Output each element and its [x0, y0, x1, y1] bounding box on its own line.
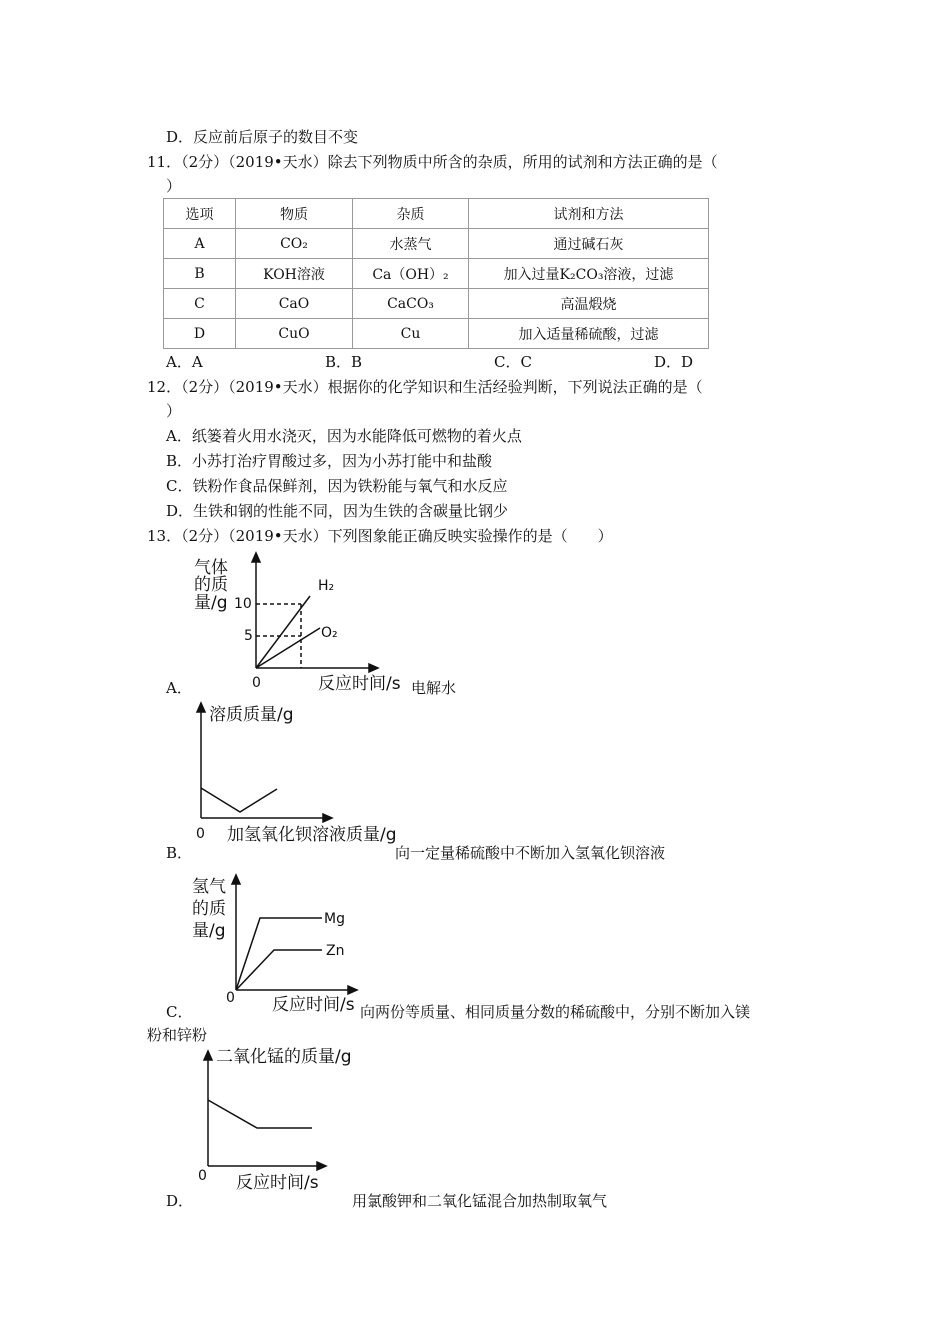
q13-stem: 13．（2分）（2019•天水）下列图象能正确反映实验操作的是（ ）: [147, 527, 613, 545]
table-cell: A: [164, 229, 236, 259]
q13-d-letter: D．: [166, 1192, 194, 1210]
q11-stem-end: ）: [166, 177, 182, 195]
q11-answer-a: A．A: [166, 353, 203, 371]
graph-c-line-mg: [236, 918, 322, 990]
q12-option-a: A．纸篓着火用水浇灭，因为水能降低可燃物的着火点: [166, 427, 522, 445]
q13-c-caption-2: 粉和锌粉: [147, 1026, 208, 1044]
graph-b-origin: 0: [196, 826, 205, 842]
table-cell: CaCO₃: [353, 289, 469, 319]
table-cell: 高温煅烧: [469, 289, 709, 319]
graph-a-xlabel: 反应时间/s: [318, 674, 401, 694]
header-cell: 杂质: [353, 199, 469, 229]
graph-c-label-zn: Zn: [326, 943, 345, 959]
q13-c-letter: C．: [166, 1003, 193, 1021]
graph-d-x-arrow: [317, 1162, 326, 1170]
graph-a-line-o2: [256, 628, 320, 668]
q13-c-caption-1: 向两份等质量、相同质量分数的稀硫酸中，分别不断加入镁: [360, 1003, 751, 1021]
graph-c-line-zn: [236, 950, 322, 990]
q11-answer-c: C．C: [494, 353, 532, 371]
graph-b-xlabel: 加氢氧化钡溶液质量/g: [227, 825, 397, 845]
graph-d-line: [208, 1100, 312, 1128]
q13-a-caption: 电解水: [411, 679, 457, 697]
graph-c-ylabel-3: 量/g: [192, 921, 226, 941]
table-cell: Ca（OH）₂: [353, 259, 469, 289]
graph-a-line-h2: [256, 596, 310, 668]
graph-a-tick-5: 5: [244, 628, 253, 644]
table-cell: CO₂: [236, 229, 353, 259]
q12-stem: 12．（2分）（2019•天水）根据你的化学知识和生活经验判断，下列说法正确的是（: [147, 378, 703, 396]
graph-c-y-arrow: [232, 875, 240, 884]
graph-a-origin: 0: [252, 675, 261, 691]
q10-option-d: D．反应前后原子的数目不变: [166, 128, 359, 146]
header-cell: 试剂和方法: [469, 199, 709, 229]
header-cell: 选项: [164, 199, 236, 229]
table-cell: 加入适量稀硫酸，过滤: [469, 319, 709, 349]
graph-a-ylabel-2: 的质: [194, 575, 228, 595]
graph-d-y-arrow: [204, 1051, 212, 1060]
graph-a-ylabel-1: 气体: [194, 558, 228, 578]
q12-stem-end: ）: [166, 402, 182, 420]
graph-a-y-arrow: [252, 553, 260, 562]
table-cell: B: [164, 259, 236, 289]
graph-c-xlabel: 反应时间/s: [272, 995, 355, 1015]
graph-a-label-o2: O₂: [321, 625, 338, 641]
q13-d-caption: 用氯酸钾和二氧化锰混合加热制取氧气: [352, 1192, 608, 1210]
table-cell: CuO: [236, 319, 353, 349]
graph-b-y-arrow: [197, 703, 205, 712]
q12-option-d: D．生铁和钢的性能不同，因为生铁的含碳量比钢少: [166, 502, 509, 520]
header-cell: 物质: [236, 199, 353, 229]
graph-a-x-arrow: [369, 664, 378, 672]
q11-stem: 11．（2分）（2019•天水）除去下列物质中所含的杂质，所用的试剂和方法正确的是（: [147, 153, 718, 171]
graph-c-x-arrow: [348, 986, 357, 994]
graph-a-ylabel-3: 量/g: [194, 593, 228, 613]
graph-d-ylabel: 二氧化锰的质量/g: [216, 1047, 352, 1067]
q11-answer-b: B．B: [325, 353, 363, 371]
q13-b-letter: B．: [166, 844, 193, 862]
table-cell: 通过碱石灰: [469, 229, 709, 259]
graph-b-line: [201, 788, 277, 812]
graph-d-origin: 0: [198, 1168, 207, 1184]
table-cell: KOH溶液: [236, 259, 353, 289]
table-cell: CaO: [236, 289, 353, 319]
q12-option-c: C．铁粉作食品保鲜剂，因为铁粉能与氧气和水反应: [166, 477, 508, 495]
graph-a-tick-10: 10: [234, 596, 252, 612]
table-cell: 水蒸气: [353, 229, 469, 259]
table-cell: Cu: [353, 319, 469, 349]
graph-b-x-arrow: [323, 814, 332, 822]
graph-c-ylabel-2: 的质: [192, 899, 226, 919]
q13-b-caption: 向一定量稀硫酸中不断加入氢氧化钡溶液: [395, 844, 666, 862]
graph-a-label-h2: H₂: [318, 578, 335, 594]
table-cell: D: [164, 319, 236, 349]
q13-a-letter: A．: [166, 679, 192, 697]
q11-answer-d: D．D: [654, 353, 694, 371]
q12-option-b: B．小苏打治疗胃酸过多，因为小苏打能中和盐酸: [166, 452, 493, 470]
table-cell: 加入过量K₂CO₃溶液，过滤: [469, 259, 709, 289]
graph-c-origin: 0: [226, 990, 235, 1006]
table-cell: C: [164, 289, 236, 319]
graph-c-ylabel-1: 氢气: [192, 877, 226, 897]
graph-d-xlabel: 反应时间/s: [236, 1173, 319, 1193]
graph-b-ylabel: 溶质质量/g: [209, 705, 294, 725]
graph-c-label-mg: Mg: [324, 911, 345, 927]
